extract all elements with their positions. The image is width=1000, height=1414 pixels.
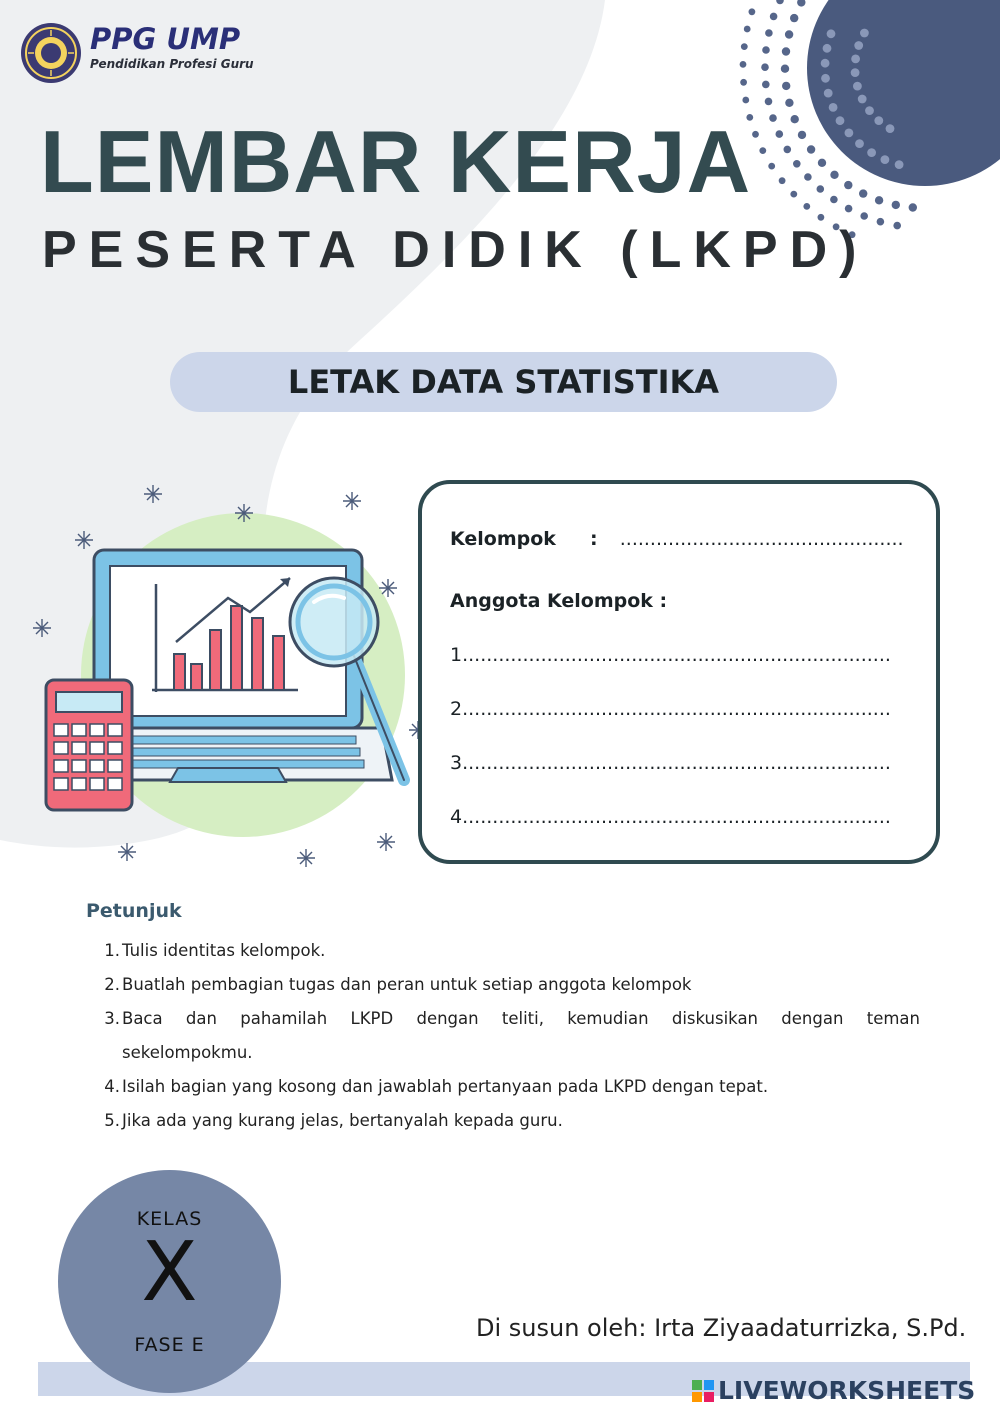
group-colon: : bbox=[590, 528, 598, 550]
step-text: sekelompokmu. bbox=[122, 1043, 253, 1062]
step-number: 2. bbox=[104, 975, 120, 994]
instruction-step bbox=[100, 934, 920, 968]
step-number: 3. bbox=[104, 1009, 120, 1028]
topic-banner bbox=[170, 352, 837, 412]
step-number: 4. bbox=[104, 1077, 120, 1096]
page-subtitle: PESERTA DIDIK (LKPD) bbox=[42, 221, 869, 279]
step-text: Baca dan pahamilah LKPD dengan teliti, kemudian diskusikan dengan teman bbox=[122, 1009, 920, 1028]
instruction-step-continuation bbox=[100, 1036, 920, 1070]
group-name-field[interactable]: ............................................... bbox=[619, 528, 904, 550]
logo-title: PPG UMP bbox=[90, 22, 241, 56]
member-field-4[interactable]: 4....................................................................... bbox=[450, 806, 891, 828]
badge-kelas: KELAS bbox=[136, 1208, 203, 1230]
group-label: Kelompok bbox=[450, 528, 556, 550]
liveworksheets-watermark bbox=[692, 1376, 975, 1405]
page-title: LEMBAR KERJA bbox=[40, 112, 752, 211]
liveworksheets-logo-icon bbox=[692, 1380, 714, 1402]
member-field-1[interactable]: 1....................................................................... bbox=[450, 644, 891, 666]
badge-grade: X bbox=[141, 1225, 198, 1320]
step-text: Buatlah pembagian tugas dan peran untuk setiap anggota kelompok bbox=[122, 975, 692, 994]
instructions-title: Petunjuk bbox=[86, 900, 182, 922]
instruction-step bbox=[100, 1104, 920, 1138]
step-text: Tulis identitas kelompok. bbox=[122, 941, 326, 960]
instruction-step bbox=[100, 968, 920, 1002]
badge-fase: FASE E bbox=[134, 1334, 205, 1356]
member-field-2[interactable]: 2....................................................................... bbox=[450, 698, 891, 720]
instruction-step bbox=[100, 1070, 920, 1104]
members-label: Anggota Kelompok : bbox=[450, 590, 668, 612]
author-credit: Di susun oleh: Irta Ziyaadaturrizka, S.Pd. bbox=[476, 1314, 967, 1342]
step-text: Jika ada yang kurang jelas, bertanyalah kepada guru. bbox=[122, 1111, 563, 1130]
step-number: 5. bbox=[104, 1111, 120, 1130]
navy-blob bbox=[807, 0, 1000, 186]
topic-title: LETAK DATA STATISTIKA bbox=[287, 363, 720, 401]
member-field-3[interactable]: 3....................................................................... bbox=[450, 752, 891, 774]
instruction-step bbox=[100, 1002, 920, 1036]
group-identity-box bbox=[418, 480, 940, 864]
group-row bbox=[450, 528, 904, 550]
statistics-laptop-illustration bbox=[28, 480, 428, 870]
step-text: Isilah bagian yang kosong dan jawablah pertanyaan pada LKPD dengan tepat. bbox=[122, 1077, 769, 1096]
watermark-text: LIVEWORKSHEETS bbox=[718, 1376, 976, 1405]
ump-seal-icon bbox=[20, 22, 82, 84]
class-badge bbox=[58, 1170, 281, 1393]
step-number: 1. bbox=[104, 941, 120, 960]
logo-subtitle: Pendidikan Profesi Guru bbox=[90, 57, 254, 71]
instructions-list bbox=[100, 934, 920, 1138]
